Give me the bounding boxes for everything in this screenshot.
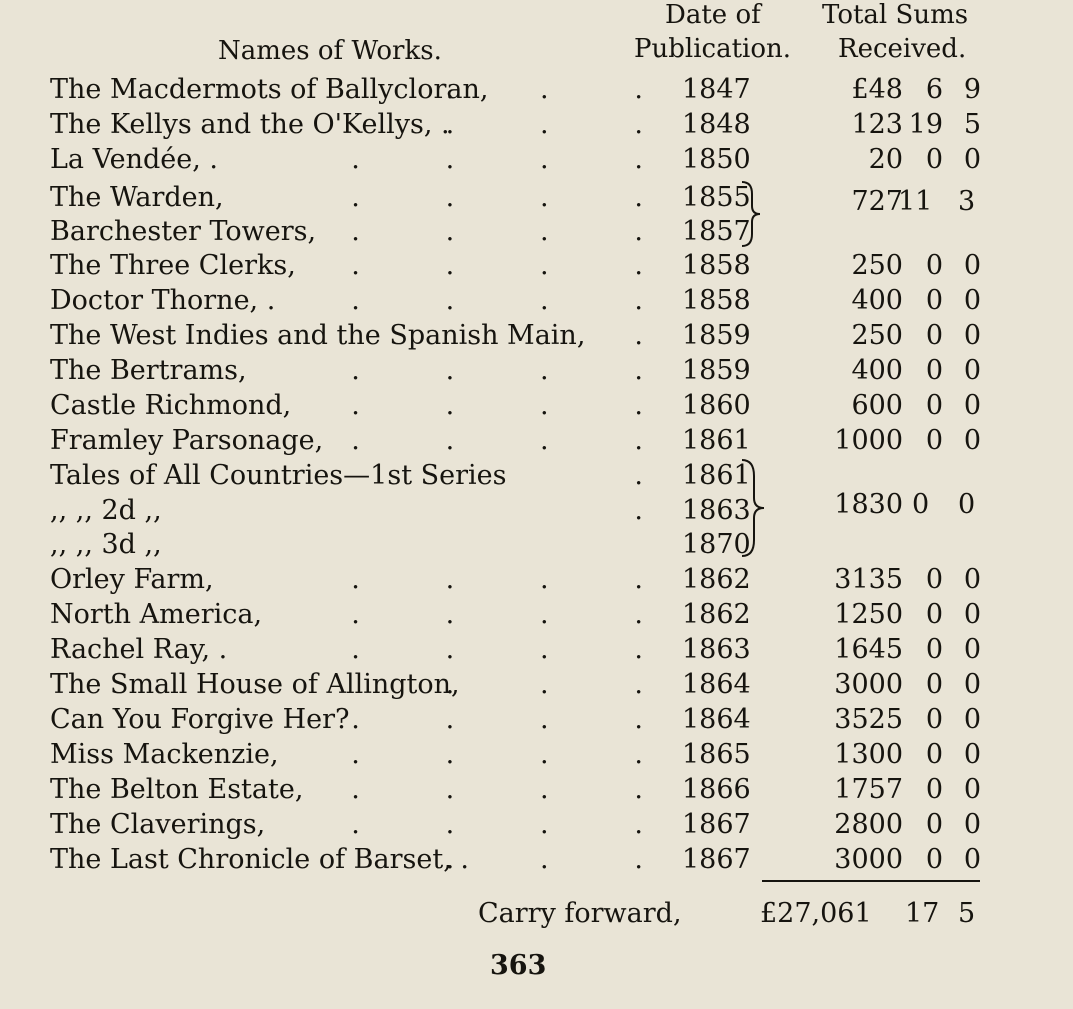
work-title: The Small House of Allington, (50, 669, 460, 700)
leader-dots: . . . (445, 844, 643, 875)
publication-year: 1867 (682, 844, 751, 875)
sum-shillings: 0 (925, 355, 943, 386)
sum-pence: 0 (963, 774, 981, 805)
work-title: North America, (50, 599, 263, 630)
publication-year: 1862 (682, 599, 751, 630)
sum-pence: 0 (963, 390, 981, 421)
table-row (0, 527, 1073, 562)
sum-pence: 0 (963, 844, 981, 875)
sum-shillings: 0 (925, 739, 943, 770)
sum-pounds: 3000 (834, 669, 903, 700)
sum-shillings: 0 (925, 320, 943, 351)
leader-dots: . (634, 495, 643, 526)
sum-shillings: 0 (925, 774, 943, 805)
sum-pounds: 3000 (834, 844, 903, 875)
sum-pounds: 20 (868, 144, 903, 175)
leader-dots: . . . . (351, 599, 643, 630)
total-rule (762, 880, 980, 882)
work-title: The Last Chronicle of Barset, . (50, 844, 469, 875)
publication-year: 1865 (682, 739, 751, 770)
leader-dots: . . . . (351, 355, 643, 386)
sums-header-line1: Total Sums (822, 0, 969, 30)
work-title: Doctor Thorne, . (50, 285, 276, 316)
carry-forward-label: Carry forward, (478, 898, 682, 929)
sum-shillings: 0 (925, 669, 943, 700)
date-header-line2: Publication. (634, 34, 792, 64)
leader-dots: . . . . (351, 390, 643, 421)
sum-pounds: 1645 (834, 634, 903, 665)
leader-dots: . . . . (351, 564, 643, 595)
publication-year: 1848 (682, 109, 751, 140)
sum-pence: 0 (963, 599, 981, 630)
sum-pounds: 400 (851, 355, 903, 386)
sum-pence: 0 (963, 285, 981, 316)
table-row (0, 842, 1073, 877)
table-row (0, 214, 1073, 249)
leader-dots: . . . (445, 669, 643, 700)
work-title: The Belton Estate, (50, 774, 304, 805)
table-row (0, 388, 1073, 423)
grouped-sum-pounds: 1830 (834, 489, 903, 520)
table-row (0, 248, 1073, 283)
table-row (0, 562, 1073, 597)
leader-dots: . . . . (351, 216, 643, 247)
publication-year: 1862 (682, 564, 751, 595)
sum-shillings: 0 (925, 144, 943, 175)
sum-pounds: 3135 (834, 564, 903, 595)
leader-dots: . . . . (351, 739, 643, 770)
sum-pounds: 600 (851, 390, 903, 421)
work-title: The Kellys and the O'Kellys, . (50, 109, 450, 140)
grouped-sum-pence: 3 (958, 186, 976, 217)
table-row (0, 142, 1073, 177)
leader-dots: . . . . (351, 182, 643, 213)
leader-dots: . (634, 320, 643, 351)
sum-pounds: 3525 (834, 704, 903, 735)
sum-shillings: 0 (925, 599, 943, 630)
work-title: The Warden, (50, 182, 224, 213)
publication-year: 1866 (682, 774, 751, 805)
work-title: Miss Mackenzie, (50, 739, 279, 770)
work-title: Castle Richmond, (50, 390, 292, 421)
work-title: Can You Forgive Her? (50, 704, 350, 735)
publication-year: 1863 (682, 634, 751, 665)
table-row (0, 318, 1073, 353)
publication-year: 1859 (682, 320, 751, 351)
sum-pence: 0 (963, 809, 981, 840)
table-row (0, 107, 1073, 142)
sum-pounds: 123 (851, 109, 903, 140)
sum-shillings: 0 (925, 564, 943, 595)
page-number: 363 (490, 950, 547, 981)
sum-pounds: 1757 (834, 774, 903, 805)
publication-year: 1861 (682, 425, 751, 456)
table-row (0, 702, 1073, 737)
work-title: ,, ,, 2d ,, (50, 495, 162, 526)
table-row (0, 807, 1073, 842)
work-title: The Bertrams, (50, 355, 247, 386)
sum-pounds: £48 (851, 74, 903, 105)
table-row (0, 772, 1073, 807)
sum-pounds: 1250 (834, 599, 903, 630)
work-title: La Vendée, . (50, 144, 218, 175)
sum-pence: 9 (963, 74, 981, 105)
leader-dots: . . . . (351, 634, 643, 665)
sum-pounds: 250 (851, 320, 903, 351)
sum-pounds: 1000 (834, 425, 903, 456)
publication-year: 1847 (682, 74, 751, 105)
work-title: The Macdermots of Ballycloran, (50, 74, 489, 105)
publication-year: 1864 (682, 669, 751, 700)
grouped-sum-warden-barchester (0, 184, 1073, 219)
carry-forward-shillings: 17 (905, 898, 940, 929)
publication-year: 1855 (682, 182, 751, 213)
leader-dots: . . . . (351, 704, 643, 735)
table-row (0, 632, 1073, 667)
publication-year: 1859 (682, 355, 751, 386)
table-row (0, 737, 1073, 772)
grouped-sum-shillings: 0 (912, 489, 930, 520)
table-row (0, 597, 1073, 632)
sum-shillings: 0 (925, 704, 943, 735)
sum-pence: 0 (963, 250, 981, 281)
sum-pence: 0 (963, 425, 981, 456)
leader-dots: . . . . (351, 285, 643, 316)
publication-year: 1858 (682, 250, 751, 281)
sum-pence: 0 (963, 144, 981, 175)
leader-dots: . (634, 460, 643, 491)
carry-forward-pounds: £27,061 (760, 898, 872, 929)
leader-dots: . . . . (351, 774, 643, 805)
sum-pence: 0 (963, 704, 981, 735)
grouped-sum-pounds: 727 (851, 186, 903, 217)
leader-dots: . . . . (351, 144, 643, 175)
publication-year: 1867 (682, 809, 751, 840)
carry-forward-row (0, 896, 1073, 931)
sum-pence: 0 (963, 634, 981, 665)
publication-year: 1858 (682, 285, 751, 316)
sum-pence: 0 (963, 669, 981, 700)
sum-pounds: 2800 (834, 809, 903, 840)
carry-forward-pence: 5 (958, 898, 976, 929)
sum-pence: 0 (963, 564, 981, 595)
leader-dots: . . . (445, 109, 643, 140)
table-row (0, 423, 1073, 458)
leader-dots: . . . (445, 74, 643, 105)
table-row (0, 72, 1073, 107)
work-title: Framley Parsonage, (50, 425, 324, 456)
table-row (0, 283, 1073, 318)
work-title: Orley Farm, (50, 564, 214, 595)
sum-pounds: 400 (851, 285, 903, 316)
sum-shillings: 0 (925, 390, 943, 421)
sum-shillings: 19 (908, 109, 943, 140)
sum-pence: 0 (963, 739, 981, 770)
sums-header-line2: Received. (838, 34, 967, 64)
publication-year: 1863 (682, 495, 751, 526)
sum-pence: 5 (963, 109, 981, 140)
sum-shillings: 0 (925, 425, 943, 456)
work-title: Barchester Towers, (50, 216, 317, 247)
table-row (0, 667, 1073, 702)
table-row (0, 353, 1073, 388)
work-title: Tales of All Countries—1st Series (50, 460, 507, 491)
publication-year: 1857 (682, 216, 751, 247)
sum-pence: 0 (963, 355, 981, 386)
work-title: Rachel Ray, . (50, 634, 228, 665)
leader-dots: . . . . (351, 425, 643, 456)
grouped-sum-tales (0, 487, 1073, 522)
publication-year: 1850 (682, 144, 751, 175)
sum-shillings: 0 (925, 634, 943, 665)
sum-pounds: 250 (851, 250, 903, 281)
names-header: Names of Works. (218, 36, 442, 66)
sum-shillings: 0 (925, 285, 943, 316)
sum-pence: 0 (963, 320, 981, 351)
work-title: The Claverings, (50, 809, 266, 840)
sum-shillings: 0 (925, 844, 943, 875)
sum-shillings: 6 (925, 74, 943, 105)
work-title: The Three Clerks, (50, 250, 296, 281)
sum-pounds: 1300 (834, 739, 903, 770)
work-title: ,, ,, 3d ,, (50, 529, 162, 560)
work-title: The West Indies and the Spanish Main, (50, 320, 586, 351)
publication-year: 1864 (682, 704, 751, 735)
date-header-line1: Date of (665, 0, 761, 30)
sum-shillings: 0 (925, 250, 943, 281)
publication-year: 1860 (682, 390, 751, 421)
grouped-sum-shillings: 11 (898, 186, 933, 217)
leader-dots: . . . . (351, 250, 643, 281)
publication-year: 1870 (682, 529, 751, 560)
publication-year: 1861 (682, 460, 751, 491)
grouped-sum-pence: 0 (958, 489, 976, 520)
sum-shillings: 0 (925, 809, 943, 840)
leader-dots: . . . . (351, 809, 643, 840)
